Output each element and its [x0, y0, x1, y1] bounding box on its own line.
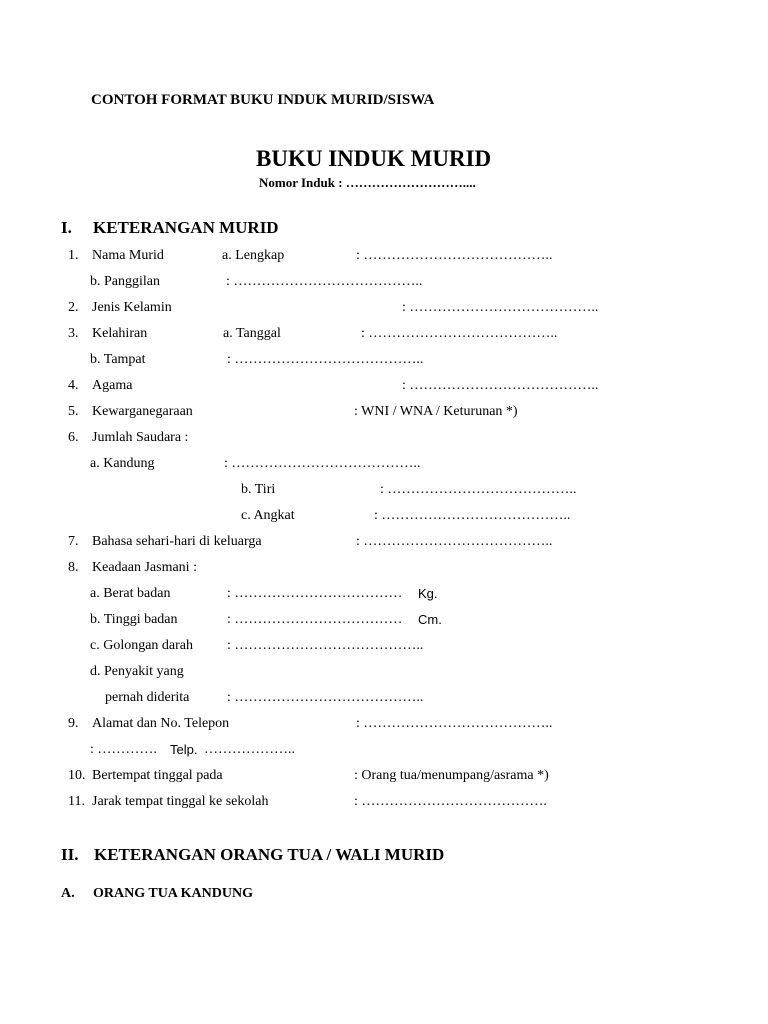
bahasa-label: Bahasa sehari-hari di keluarga [92, 534, 262, 549]
jarak-label: Jarak tempat tinggal ke sekolah [92, 794, 269, 809]
subsection-a-numeral: A. [61, 886, 75, 901]
item-number-6: 6. [68, 430, 79, 445]
alamat-field-2: : …………. [90, 742, 157, 757]
panggilan-field: : ………………………………….. [226, 274, 423, 289]
penyakit-field: : ………………………………….. [227, 690, 424, 705]
tanggal-label: a. Tanggal [223, 326, 281, 341]
angkat-label: c. Angkat [241, 508, 295, 523]
lengkap-label: a. Lengkap [222, 248, 285, 263]
item-number-9: 9. [68, 716, 79, 731]
section1-title: KETERANGAN MURID [93, 218, 279, 237]
main-title: BUKU INDUK MURID [256, 146, 492, 171]
section1-numeral: I. [61, 218, 72, 237]
golongan-darah-label: c. Golongan darah [90, 638, 194, 653]
pernah-diderita-label: pernah diderita [105, 690, 190, 705]
tinggi-badan-label: b. Tinggi badan [90, 612, 178, 627]
penyakit-label: d. Penyakit yang [90, 664, 184, 679]
alamat-label: Alamat dan No. Telepon [92, 716, 230, 731]
jenis-kelamin-field: : ………………………………….. [402, 300, 599, 315]
agama-field: : ………………………………….. [402, 378, 599, 393]
berat-badan-label: a. Berat badan [90, 586, 171, 601]
panggilan-label: b. Panggilan [90, 274, 160, 289]
kelahiran-label: Kelahiran [92, 326, 148, 341]
jumlah-saudara-label: Jumlah Saudara : [92, 430, 189, 445]
alamat-field: : ………………………………….. [356, 716, 553, 731]
nomor-induk: Nomor Induk : ……………………….... [259, 175, 476, 190]
tampat-field: : ………………………………….. [227, 352, 424, 367]
kandung-field: : ………………………………….. [224, 456, 421, 471]
berat-unit: Kg. [418, 586, 438, 601]
jarak-field: : …………………………………. [354, 794, 547, 809]
kewarganegaraan-label: Kewarganegaraan [92, 404, 193, 419]
section2-numeral: II. [61, 845, 79, 864]
telp-field: ……………….. [204, 742, 295, 757]
kandung-label: a. Kandung [90, 456, 155, 471]
subsection-a-title: ORANG TUA KANDUNG [93, 886, 253, 901]
bertempat-value: : Orang tua/menumpang/asrama *) [354, 768, 549, 783]
berat-badan-field: : ……………………………… [227, 586, 403, 601]
agama-label: Agama [92, 378, 133, 393]
format-title: CONTOH FORMAT BUKU INDUK MURID/SISWA [91, 92, 435, 108]
tiri-field: : ………………………………….. [380, 482, 577, 497]
keadaan-jasmani-label: Keadaan Jasmani : [92, 560, 197, 575]
item-number-1: 1. [68, 248, 79, 263]
section2-title: KETERANGAN ORANG TUA / WALI MURID [94, 845, 445, 864]
item-number-7: 7. [68, 534, 79, 549]
bertempat-label: Bertempat tinggal pada [92, 768, 223, 783]
nama-murid-label: Nama Murid [92, 248, 164, 263]
tampat-label: b. Tampat [90, 352, 146, 367]
tiri-label: b. Tiri [241, 482, 276, 497]
tinggi-unit: Cm. [418, 612, 442, 627]
item-number-5: 5. [68, 404, 79, 419]
item-number-4: 4. [68, 378, 79, 393]
item-number-8: 8. [68, 560, 79, 575]
telp-label: Telp. [170, 742, 198, 757]
bahasa-field: : ………………………………….. [356, 534, 553, 549]
lengkap-field: : ………………………………….. [356, 248, 553, 263]
golongan-darah-field: : ………………………………….. [227, 638, 424, 653]
kewarganegaraan-value: : WNI / WNA / Keturunan *) [354, 404, 518, 419]
item-number-2: 2. [68, 300, 79, 315]
jenis-kelamin-label: Jenis Kelamin [92, 300, 172, 315]
tanggal-field: : ………………………………….. [361, 326, 558, 341]
angkat-field: : ………………………………….. [374, 508, 571, 523]
item-number-3: 3. [68, 326, 79, 341]
tinggi-badan-field: : ……………………………… [227, 612, 403, 627]
item-number-11: 11. [68, 794, 85, 809]
item-number-10: 10. [68, 768, 86, 783]
